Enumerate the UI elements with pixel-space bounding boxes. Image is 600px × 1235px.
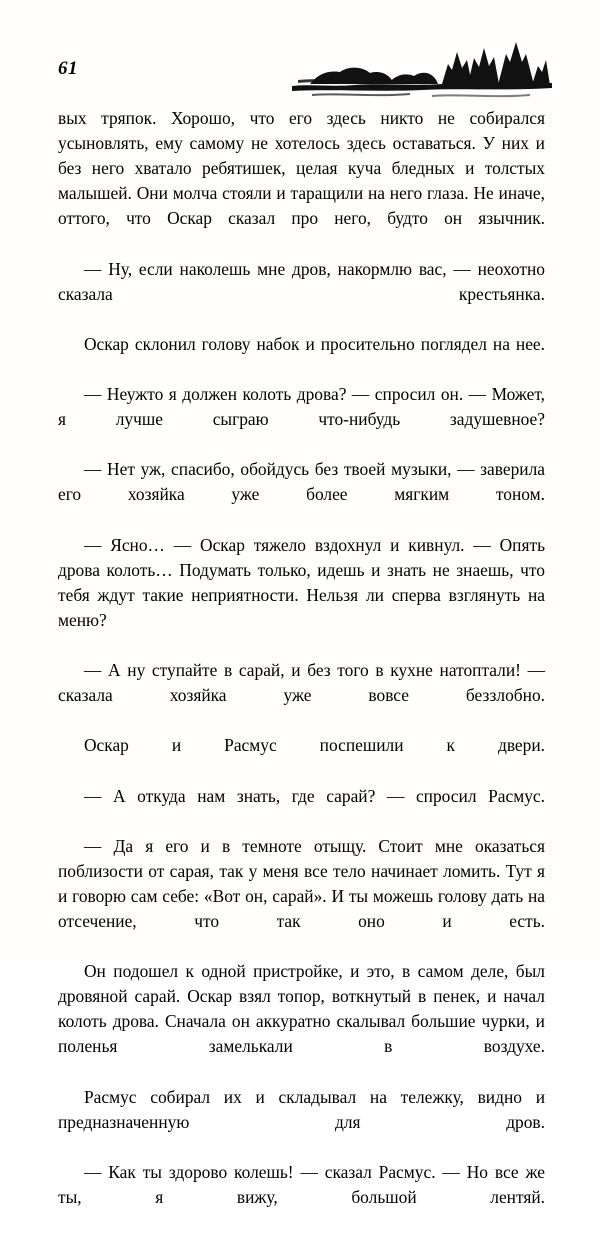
page-number: 61 xyxy=(58,58,78,79)
paragraph: — А откуда нам знать, где сарай? — спросил Расмус. xyxy=(84,785,545,806)
paragraph: Оскар склонил голову набок и просительно поглядел на нее. xyxy=(84,333,545,354)
paragraph: — Ясно… — Оскар тяжело вздохнул и кивнул. — Опять дрова колоть… Подумать только, идешь и знать не знаешь, что тебя ждут такие неприятности. Нельзя ли сперва взглянуть на меню? xyxy=(58,534,545,630)
paragraph: Оскар и Расмус поспешили к двери. xyxy=(84,735,545,756)
paragraph: — Да я его и в темноте отыщу. Стоит мне оказаться поблизости от сарая, так у меня все тело начинает ломить. Тут я и говорю сам себе: «Вот он, сарай». И ты можешь голову дать на отсечение, что так оно и есть. xyxy=(58,835,545,931)
paragraph: вых тряпок. Хорошо, что его здесь никто не собирался усыновлять, ему самому не хотелось здесь оставаться. У них и без него хватало ребятишек, целая куча бледных и толстых малышей. Они молча стояли и таращили на него глаза. Не иначе, оттого, что Оскар сказал про него, будто он язычник. xyxy=(58,108,545,229)
paragraph: — Как ты здорово колешь! — сказал Расмус. — Но все же ты, я вижу, большой лентяй. xyxy=(58,1161,545,1208)
paragraph: Он подошел к одной пристройке, и это, в самом деле, был дровяной сарай. Оскар взял топор, воткнутый в пенек, и начал колоть дрова. Сначала он аккуратно скалывал большие чурки, и поленья замелькали в воздухе. xyxy=(58,961,545,1057)
page-text-body xyxy=(58,106,545,1235)
page-header xyxy=(0,40,600,100)
paragraph: — Ну, если наколешь мне дров, накормлю вас, — неохотно сказала крестьянка. xyxy=(58,258,545,304)
landscape-trees-vignette xyxy=(292,40,552,98)
paragraph: — Неужто я должен колоть дрова? — спросил он. — Может, я лучше сыграю что-нибудь задушевное? xyxy=(58,384,545,430)
paragraph: — А ну ступайте в сарай, и без того в кухне натоптали! — сказала хозяйка уже вовсе беззлобно. xyxy=(58,660,545,706)
paragraph: Расмус собирал их и складывал на тележку, видно и предназначенную для дров. xyxy=(58,1086,545,1132)
paragraph: — Нет уж, спасибо, обойдусь без твоей музыки, — заверила его хозяйка уже более мягким тоном. xyxy=(58,459,545,505)
